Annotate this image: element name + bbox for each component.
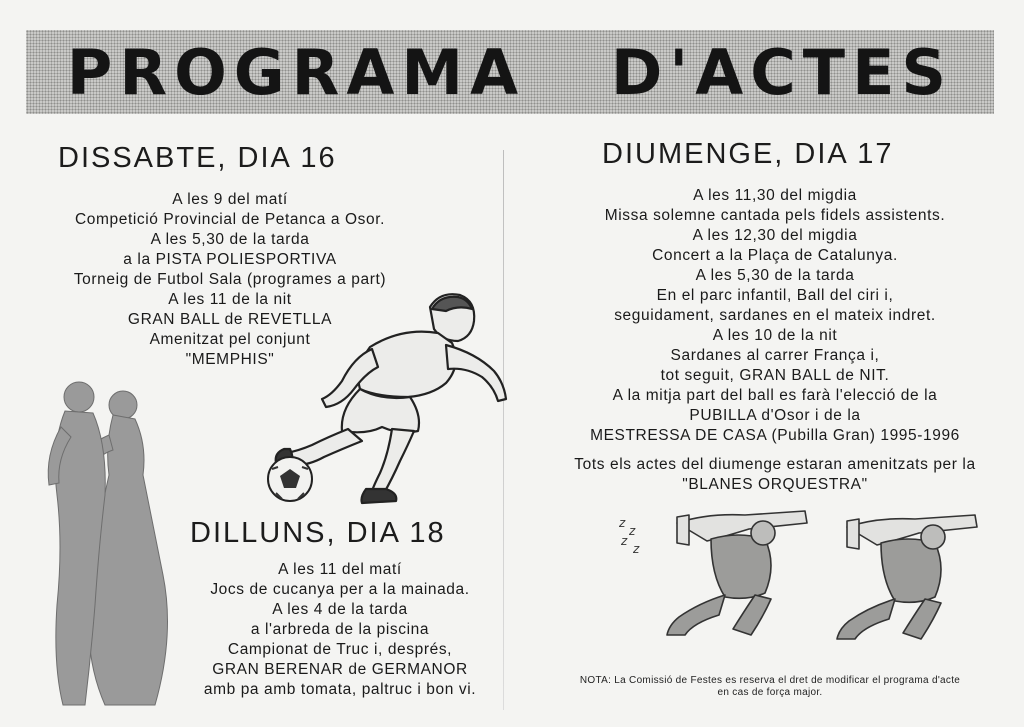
monday-line: Campionat de Truc i, després, (227, 641, 453, 658)
saturday-line: A les 11 de la nit (168, 291, 292, 308)
sunday-closing (530, 455, 1020, 495)
sunday-closing-line: "BLANES ORQUESTRA" (682, 476, 868, 493)
svg-text:z: z (619, 516, 626, 530)
saturday-line: GRAN BALL de REVETLLA (127, 311, 333, 328)
svg-text:z: z (629, 524, 636, 538)
page-title: PROGRAMA D'ACTES (66, 35, 954, 109)
sunday-line: A la mitja part del ball es farà l'elecció de la (612, 387, 938, 404)
monday-line: A les 4 de la tarda (272, 601, 408, 618)
saturday-line: Torneig de Futbol Sala (programes a part) (73, 271, 387, 288)
sunday-line: Sardanes al carrer França i, (670, 347, 880, 364)
monday-line: A les 11 del matí (278, 561, 402, 578)
sunday-line: PUBILLA d'Osor i de la (689, 407, 861, 424)
svg-text:z: z (633, 542, 640, 556)
saturday-line: Amenitzat pel conjunt (149, 331, 311, 348)
sunday-heading: DIUMENGE, DIA 17 (602, 138, 894, 170)
saturday-heading: DISSABTE, DIA 16 (58, 142, 337, 174)
trumpet-players-illustration (615, 505, 1005, 645)
sunday-schedule (540, 186, 1010, 446)
monday-schedule (175, 560, 505, 700)
sunday-line: seguidament, sardanes en el mateix indret. (614, 307, 936, 324)
footnote (540, 675, 1000, 699)
saturday-line: "MEMPHIS" (185, 351, 275, 368)
saturday-line: A les 9 del matí (172, 191, 288, 208)
sunday-closing-line: Tots els actes del diumenge estaran amenitzats per la (574, 456, 976, 473)
sunday-line: Missa solemne cantada pels fidels assistents. (604, 207, 946, 224)
football-player-illustration (262, 285, 522, 510)
svg-text:z: z (621, 534, 628, 548)
sunday-line: A les 5,30 de la tarda (695, 267, 855, 284)
sunday-line: A les 10 de la nit (712, 327, 838, 344)
sunday-line: En el parc infantil, Ball del ciri i, (656, 287, 894, 304)
football-icon (268, 457, 312, 501)
monday-line: GRAN BERENAR de GERMANOR (212, 661, 468, 678)
saturday-line: Competició Provincial de Petanca a Osor. (74, 211, 386, 228)
monday-line: amb pa amb tomata, paltruc i bon vi. (203, 681, 477, 698)
saturday-line: A les 5,30 de la tarda (150, 231, 310, 248)
sunday-line: tot seguit, GRAN BALL de NIT. (660, 367, 890, 384)
monday-line: Jocs de cucanya per a la mainada. (210, 581, 470, 598)
footnote-line: en cas de força major. (717, 687, 823, 698)
dancing-couple-illustration (35, 375, 195, 715)
footnote-line: NOTA: La Comissió de Festes es reserva el dret de modificar el programa d'acte (579, 675, 961, 686)
monday-heading: DILLUNS, DIA 18 (190, 517, 446, 549)
sunday-line: MESTRESSA DE CASA (Pubilla Gran) 1995-1996 (590, 427, 960, 444)
monday-line: a l'arbreda de la piscina (250, 621, 430, 638)
saturday-line: a la PISTA POLIESPORTIVA (123, 251, 337, 268)
sunday-line: A les 11,30 del migdia (693, 187, 857, 204)
sunday-line: A les 12,30 del migdia (692, 227, 858, 244)
sunday-line: Concert a la Plaça de Catalunya. (652, 247, 898, 264)
